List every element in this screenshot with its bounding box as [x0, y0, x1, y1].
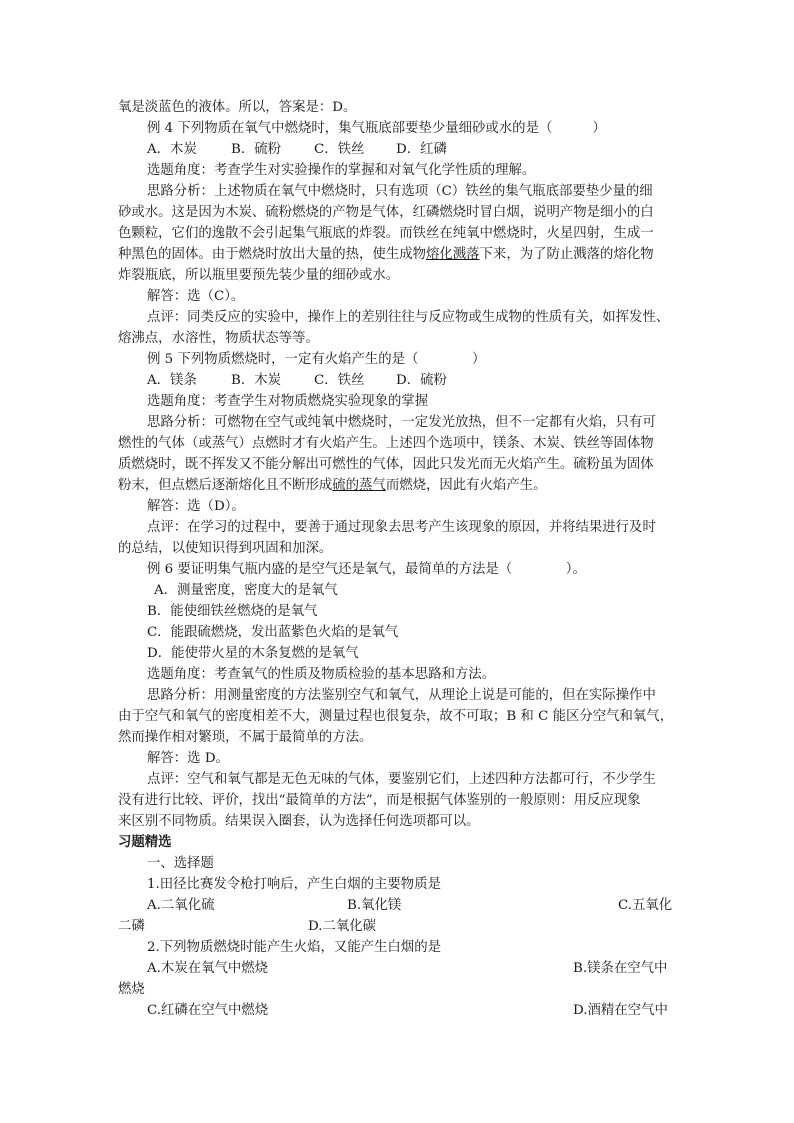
option-b: B．硫粉	[231, 142, 282, 157]
underlined-term: 硫的蒸气	[332, 478, 386, 493]
option-d: D.二氧化碳	[308, 919, 377, 934]
option-a: A．木炭	[147, 142, 197, 157]
option-b: B．木炭	[231, 373, 282, 388]
option-b: B.镁条在空气中	[573, 961, 668, 976]
option-b: B.氧化镁	[347, 898, 402, 913]
option-a: A.木炭在氧气中燃烧	[147, 961, 269, 976]
underlined-term: 熔化溅落	[425, 247, 480, 262]
option-a: A．镁条	[147, 373, 197, 388]
option-d: D.酒精在空气中	[573, 1003, 668, 1018]
option-c: C．铁丝	[314, 373, 365, 388]
option-a: A.二氧化硫	[147, 898, 215, 913]
option-d: D．红磷	[396, 142, 447, 157]
option-c: C．铁丝	[314, 142, 365, 157]
document-page: 氧是淡蓝色的液体。所以，答案是：D。 例 4 下列物质在氧气中燃烧时，集气瓶底部要垫少量细砂或水的是（ ） A．木炭 B．硫粉 C．铁丝 D．红磷 选题角度：考查学生对实验操作的掌握和对氧气化学性质的理解。 思路分析：上述物质在氧气中燃烧时，只有选项（C）铁丝的集气瓶底部要垫少量的细 砂或水。这是因为木炭、硫粉燃烧的产物是气体，红磷燃烧时冒白烟，说明产物是细小的白 色颗粒，它们的逸散不会引起集气瓶底的炸裂。而铁丝在纯氧中燃烧时，火星四射，生成一 种黑色的固体。由于燃烧时放出大量的热，使生成物熔化溅落下来，为了防止溅落的熔化物 炸裂瓶底，所以瓶里要预先装少量的细砂或水。 解答：选（C）。 点评：同类反应的实验中，操作上的差别往往与反应物或生成物的性质有关，如挥发性、 熔沸点，水溶性，物质状态等等。 例 5 下列物质燃烧时，一定有火焰产生的是（ ） A．镁条 B．木炭 C．铁丝 D．硫粉 选题角度：考查学生对物质燃烧实验现象的掌握 思路分析：可燃物在空气或纯氧中燃烧时，一定发光放热，但不一定都有火焰，只有可 燃性的气体（或蒸气）点燃时才有火焰产生。上述四个选项中，镁条、木炭、铁丝等固体物 质燃烧时，既不挥发又不能分解出可燃性的气体，因此只发光而无火焰产生。硫粉虽为固体 粉末，但点燃后逐渐熔化且不断形成硫的蒸气而燃烧，因此有火焰产生。 解答：选（D）。 点评：在学习的过程中，要善于通过现象去思考产生该现象的原因，并将结果进行及时 的总结，以使知识得到巩固和加深。 例 6 要证明集气瓶内盛的是空气还是氧气，最简单的方法是（ ）。 A．测量密度，密度大的是氧气 B．能使细铁丝燃烧的是氧气 C．能跟硫燃烧，发出蓝紫色火焰的是氧气 D．能使带火星的木条复燃的是氧气 选题角度：考查氧气的性质及物质检验的基本思路和方法。 思路分析：用测量密度的方法鉴别空气和氧气，从理论上说是可能的，但在实际操作中 由于空气和氧气的密度相差不大，测量过程也很复杂，故不可取；B 和 C 能区分空气和氧气， 然而操作相对繁琐，不属于最简单的方法。 解答：选 D。 点评：空气和氧气都是无色无味的气体，要鉴别它们，上述四种方法都可行，不少学生 没有进行比较、评价，找出“最简单的方法”，而是根据气体鉴别的一般原则：用反应现象 来区别不同物质。结果误入圈套，认为选择任何选项都可以。 习题精选 一、选择题 1.田径比赛发令枪打响后，产生白烟的主要物质是 A.二氧化硫 B.氧化镁 C.五氧化 二磷 D.二氧化碳 2.下列物质燃烧时能产生火焰，又能产生白烟的是 A.木炭在氧气中燃烧 B.镁条在空气中 燃烧 C.红磷在空气中燃烧 D.酒精在空气中	[0, 0, 794, 1123]
option-d: D．硫粉	[396, 373, 447, 388]
option-c: C.红磷在空气中燃烧	[147, 1003, 269, 1018]
option-c: C.五氧化	[618, 898, 673, 913]
